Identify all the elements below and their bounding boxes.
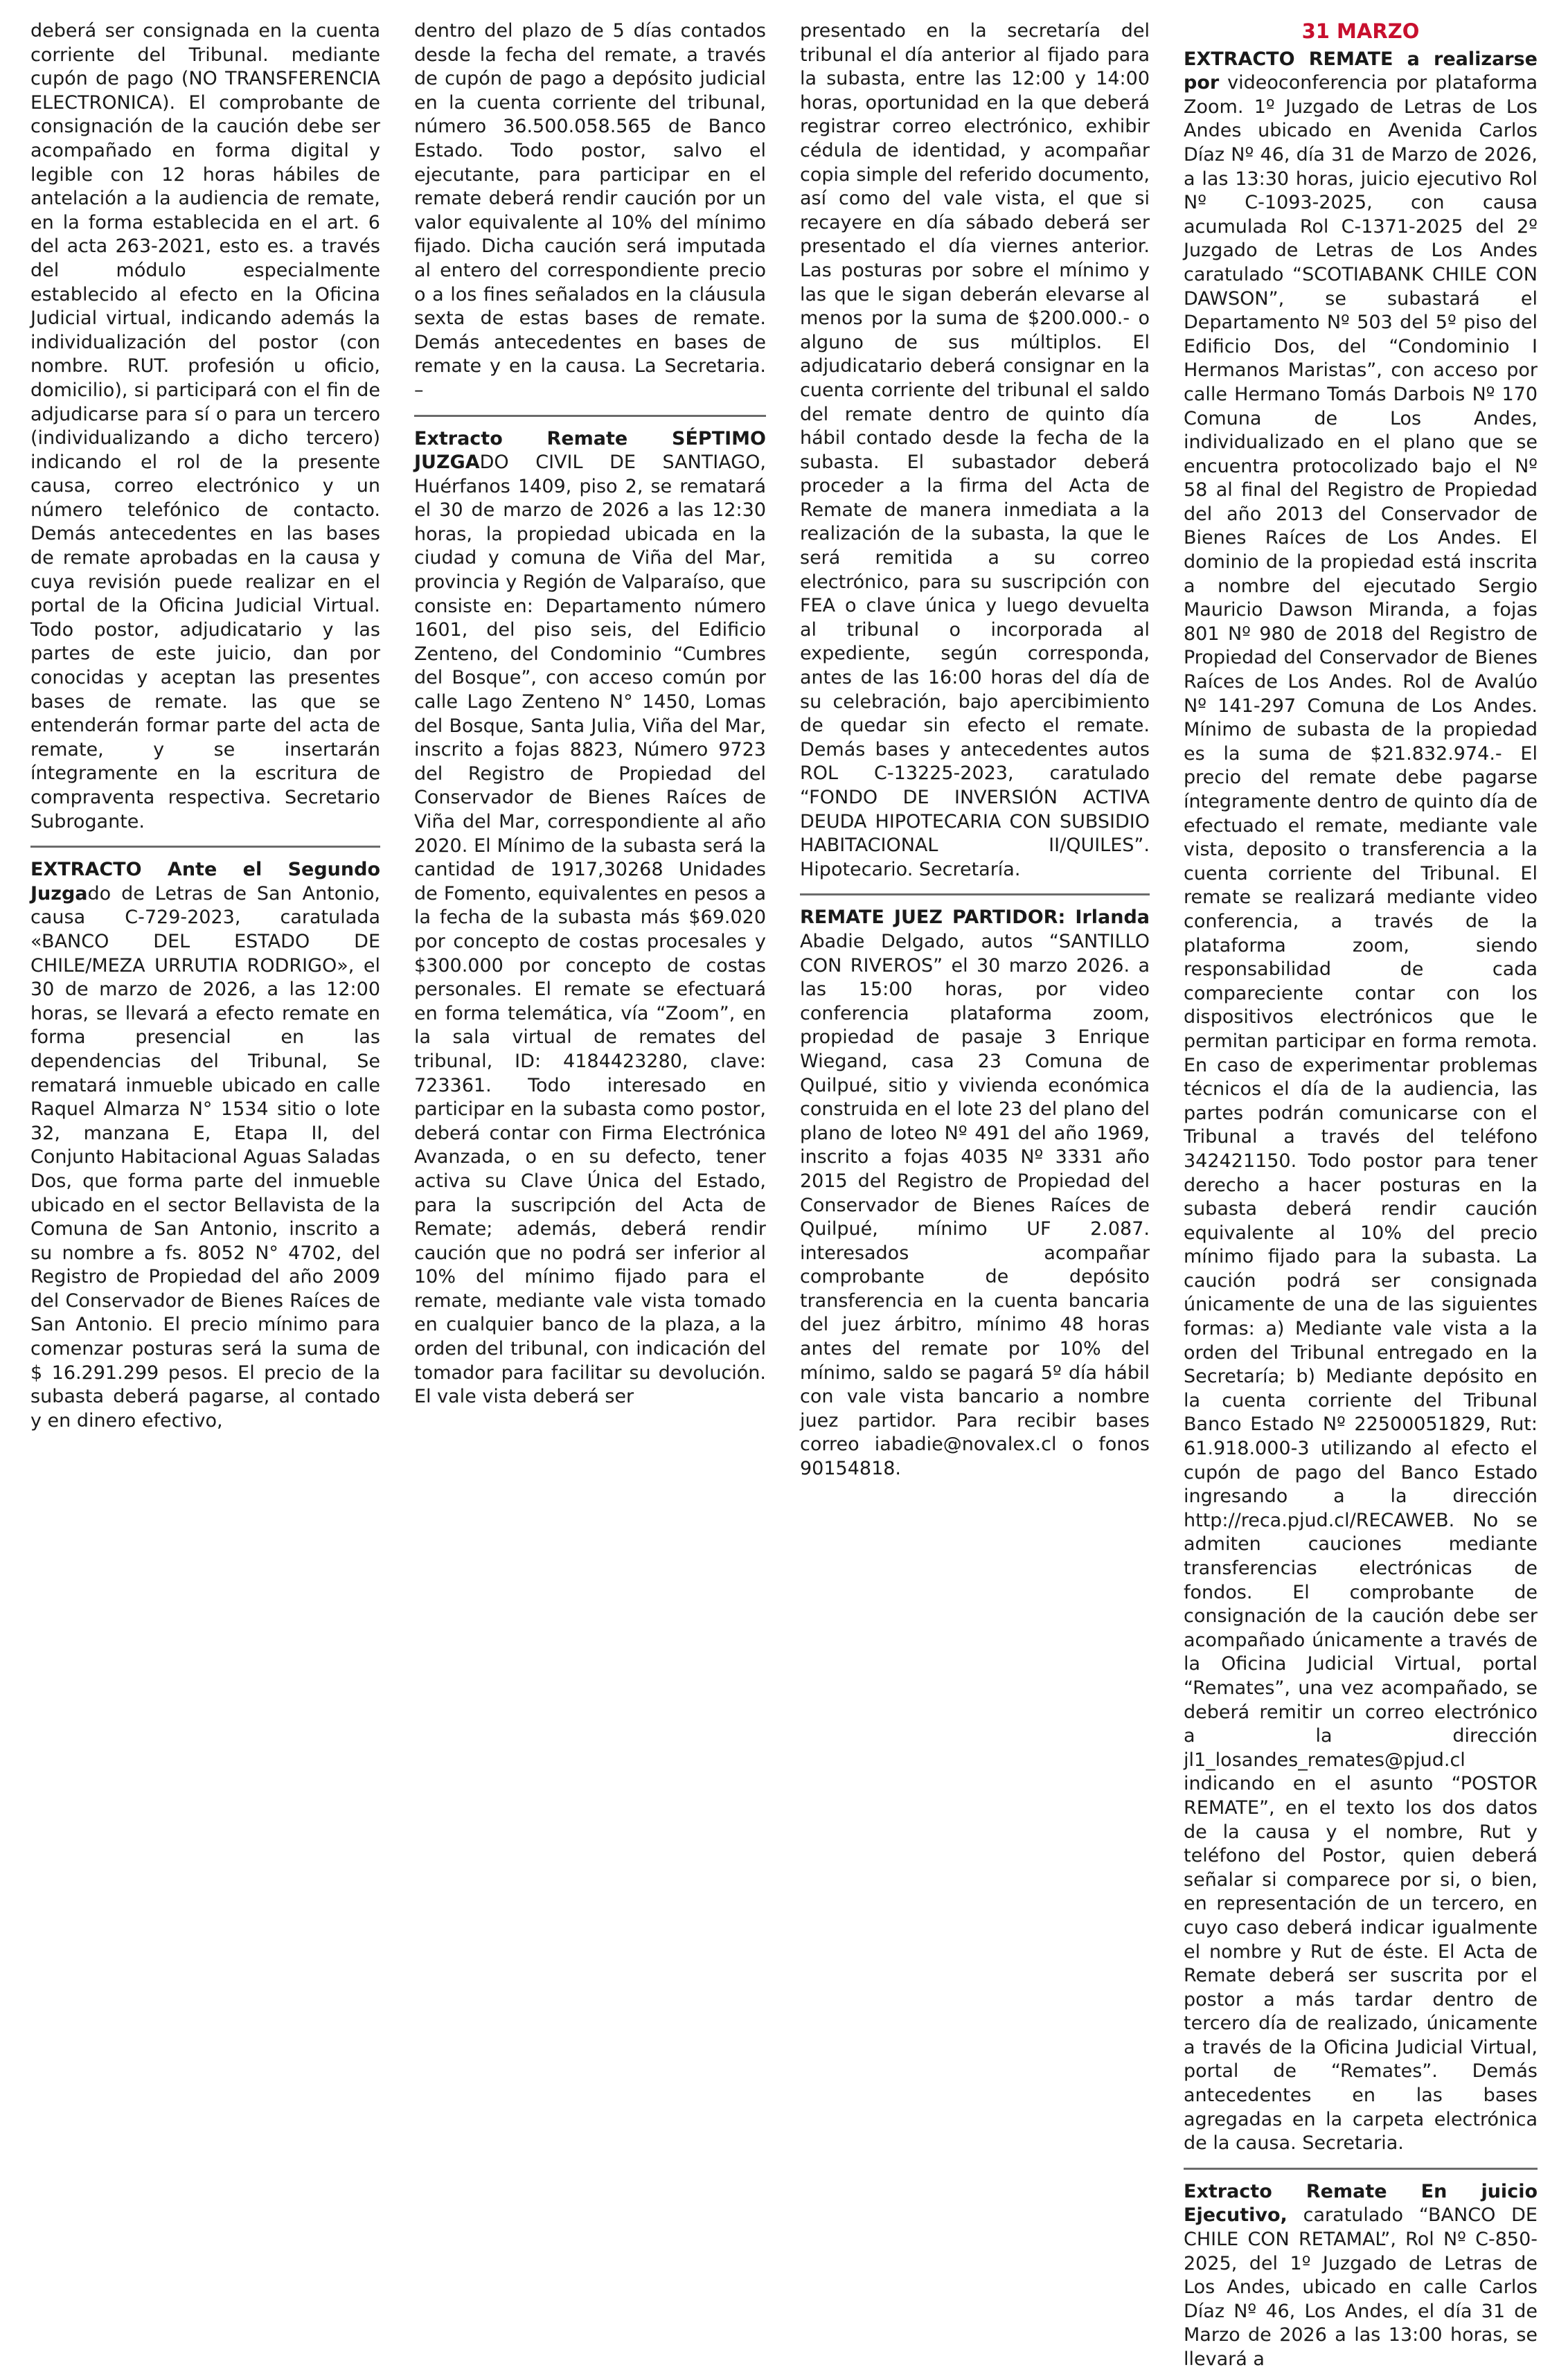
notice-lead: EXTRACTO Ante el Segundo Juzga: [30, 859, 380, 904]
notice: [800, 906, 1150, 1481]
notice-divider: [800, 893, 1150, 895]
notice-body: videoconferencia por plataforma Zoom. 1º Juzgado de Letras de Los Andes ubicado en Avenida Carlos Díaz Nº 46, día 31 de Marzo de 2026, a las 13:30 horas, juicio ejecutivo Rol Nº C-1093-2025, con causa acumulada Rol C-1371-2025 del 2º Juzgado de Letras de Los Andes caratulado “SCOTIABANK CHILE CON DAWSON”, se subastará el Departamento Nº 503 del 5º piso del Edificio Dos, del “Condominio I Hermanos Maristas”, con acceso por calle Hermano Tomás Darbois Nº 170 Comuna de Los Andes, individualizado en el plano que se encuentra protocolizado bajo el Nº 58 al final del Registro de Propiedad del año 2013 del Conservador de Bienes Raíces de Los Andes. El dominio de la propiedad está inscrita a nombre del ejecutado Sergio Mauricio Dawson Miranda, a fojas 801 Nº 980 de 2018 del Registro de Propiedad del Conservador de Bienes Raíces de Los Andes. Rol de Avalúo Nº 141-297 Comuna de Los Andes. Mínimo de subasta de la propiedad es la suma de $21.832.974.- El precio del remate debe pagarse íntegramente dentro de quinto día de efectuado el remate, mediante vale vista, deposito o transferencia a la cuenta corriente del Tribunal. El remate se realizará mediante video conferencia, a través de la plataforma zoom, siendo responsabilidad de cada compareciente contar con los dispositivos electrónicos que le permitan participar en forma remota. En caso de experimentar problemas técnicos el día de la audiencia, las partes podrán comunicarse con el Tribunal a través del teléfono 342421150. Todo postor para tener derecho a hacer posturas en la subasta deberá rendir caución equivalente al 10% del precio mínimo fijado para la subasta. La caución podrá ser consignada únicamente de una de las siguientes formas: a) Mediante vale vista a la orden del Tribunal entregado en la Secretaría; b) Mediante depósito en la cuenta corriente del Tribunal Banco Estado Nº 22500051829, Rut: 61.918.000-3 utilizando al efecto el cupón de pago del Banco Estado ingresando a la dirección http://reca.pjud.cl/RECAWEB. No se admiten cauciones mediante transferencias electrónicas de fondos. El comprobante de consignación de la caución debe ser acompañado únicamente a través de la Oficina Judicial Virtual, portal “Remates”, una vez acompañado, se deberá remitir un correo electrónico a la dirección jl1_losandes_remates@pjud.cl indicando en el asunto “POSTOR REMATE”, en el texto los dos datos de la causa y el nombre, Rut y teléfono del Postor, quien deberá señalar si comparece por si, o bien, en representación de un tercero, en cuyo caso deberá indicar igualmente el nombre y Rut de éste. El Acta de Remate deberá ser suscrita por el postor a más tardar dentro de tercero día de realizado, únicamente a través de la Oficina Judicial Virtual, portal de “Remates”. Demás antecedentes en las bases agregadas en la carpeta electrónica de la causa. Secretaria.: [1184, 72, 1538, 2155]
notice: [414, 427, 766, 1409]
notice-lead: Extracto Remate SÉPTIMO JUZGA: [414, 427, 766, 474]
notice-divider: [30, 846, 380, 848]
notice-divider: [414, 415, 766, 417]
notice: [1184, 2180, 1538, 2372]
column-2: [414, 19, 766, 1409]
notice: [1184, 48, 1538, 2156]
notice-continuation: presentado en la secretaría del tribunal el día anterior al fijado para la subasta, entre las 12:00 y 14:00 horas, oportunidad en la que deberá registrar correo electrónico, exhibir cédula de identidad, y acompañar copia simple del referido documento, así como del vale vista, el que si recayere en día sábado deberá ser presentado el día viernes anterior. Las posturas por sobre el mínimo y las que le sigan deberán elevarse al menos por la suma de $200.000.- o alguno de sus múltiplos. El adjudicatario deberá consignar en la cuenta corriente del tribunal el saldo del remate dentro de quinto día hábil contado desde la fecha de la subasta. El subastador deberá proceder a la firma del Acta de Remate de manera inmediata a la realización de la subasta, la que le será remitida a su correo electrónico, para su suscripción con FEA o clave única y luego devuelta al tribunal o incorporada al expediente, según corresponda, antes de las 16:00 horas del día de su celebración, bajo apercibimiento de quedar sin efecto el remate. Demás bases y antecedentes autos ROL C-13225-2023, caratulado “FONDO DE INVERSIÓN ACTIVA DEUDA HIPOTECARIA CON SUBSIDIO HABITACIONAL II/QUILES”. Hipotecario. Secretaría.: [800, 20, 1150, 880]
notice-body: do de Letras de San Antonio, causa C-729-2023, caratulada «BANCO DEL ESTADO DE CHILE/MEZA URRUTIA RODRIGO», el 30 de marzo de 2026, a las 12:00 horas, se llevará a efecto remate en forma presencial en las dependencias del Tribunal, Se rematará inmueble ubicado en calle Raquel Almarza N° 1534 sitio o lote 32, manzana E, Etapa II, del Conjunto Habitacional Aguas Saladas Dos, que forma parte del inmueble ubicado en el sector Bellavista de la Comuna de San Antonio, inscrito a su nombre a fs. 8052 N° 4702, del Registro de Propiedad del año 2009 del Conservador de Bienes Raíces de San Antonio. El precio mínimo para comenzar posturas será la suma de $ 16.291.299 pesos. El precio de la subasta deberá pagarse, al contado y en dinero efectivo,: [30, 882, 380, 1432]
column-3: [800, 19, 1150, 1481]
notice-lead: EXTRACTO REMATE a realizarse por: [1184, 48, 1538, 94]
notice-body: DO CIVIL DE SANTIAGO, Huérfanos 1409, piso 2, se rematará el 30 de marzo de 2026 a las 12:30 horas, la propiedad ubicada en la ciudad y comuna de Viña del Mar, provincia y Región de Valparaíso, que consiste en: Departamento número 1601, del piso seis, del Edificio Zenteno, del Condominio “Cumbres del Bosque”, con acceso común por calle Lago Zenteno N° 1450, Lomas del Bosque, Santa Julia, Viña del Mar, inscrito a fojas 8823, Número 9723 del Registro de Propiedad del Conservador de Bienes Raíces de Viña del Mar, correspondiente al año 2020. El Mínimo de la subasta será la cantidad de 1917,30268 Unidades de Fomento, equivalentes en pesos a la fecha de la subasta más $69.020 por concepto de costas procesales y $300.000 por concepto de costas personales. El remate se efectuará en forma telemática, vía “Zoom”, en la sala virtual de remates del tribunal, ID: 4184423280, clave: 723361. Todo interesado en participar en la subasta como postor, deberá contar con Firma Electrónica Avanzada, o en su defecto, tener activa su Clave Única del Estado, para la suscripción del Acta de Remate; además, deberá rendir caución que no podrá ser inferior al 10% del mínimo fijado para el remate, mediante vale vista tomado en cualquier banco de la plaza, a la orden del tribunal, con indicación del tomador para facilitar su devolución. El vale vista deberá ser: [414, 452, 767, 1408]
notice-lead: Extracto Remate En juicio Ejecutivo,: [1184, 2180, 1538, 2227]
column-1: [30, 19, 380, 1433]
column-4: [1184, 19, 1538, 2372]
notice-lead: REMATE JUEZ PARTIDOR: Irlanda: [800, 907, 1150, 929]
notice-continuation: deberá ser consignada en la cuenta corriente del Tribunal. mediante cupón de pago (NO TRANSFERENCIA ELECTRONICA). El comprobante de consignación de la caución debe ser acompañado en forma digital y legible con 12 horas hábiles de antelación a la audiencia de remate, en la forma establecida en el art. 6 del acta 263-2021, esto es. a través del módulo especialmente establecido al efecto en la Oficina Judicial virtual, indicando además la individualización del postor (con nombre. RUT. profesión u oficio, domicilio), si participará con el fin de adjudicarse para sí o para un tercero (individualizando a dicho tercero) indicando el rol de la presente causa, correo electrónico y un número telefónico de contacto. Demás antecedentes en las bases de remate aprobadas en la causa y cuya revisión puede realizar en el portal de la Oficina Judicial Virtual. Todo postor, adjudicatario y las partes de este juicio, dan por conocidas y aceptan las presentes bases de remate. las que se entenderán formar parte del acta de remate, y se insertarán íntegramente en la escritura de compraventa respectiva. Secretario Subrogante.: [30, 20, 380, 832]
date-header: 31 MARZO: [1301, 19, 1420, 43]
notice-body: caratulado “BANCO DE CHILE CON RETAMAL”, Rol Nº C-850-2025, del 1º Juzgado de Letras de Los Andes, ubicado en calle Carlos Díaz Nº 46, Los Andes, el día 31 de Marzo de 2026 a las 13:00 horas, se llevará a: [1184, 2204, 1538, 2370]
notice-continuation: dentro del plazo de 5 días contados desde la fecha del remate, a través de cupón de pago a depósito judicial en la cuenta corriente del tribunal, número 36.500.058.565 de Banco Estado. Todo postor, salvo el ejecutante, para participar en el remate deberá rendir caución por un valor equivalente al 10% del mínimo fijado. Dicha caución será imputada al entero del correspondiente precio o a los fines señalados en la cláusula sexta de estas bases de remate. Demás antecedentes en bases de remate y en la causa. La Secretaria. –: [414, 20, 766, 401]
notice-divider: [1184, 2168, 1538, 2170]
notice: [30, 858, 380, 1433]
notice-body: Abadie Delgado, autos “SANTILLO CON RIVEROS” el 30 marzo 2026. a las 15:00 horas, por video conferencia plataforma zoom, propiedad de pasaje 3 Enrique Wiegand, casa 23 Comuna de Quilpué, sitio y vivienda económica construida en el lote 23 del plano del plano de loteo Nº 491 del año 1969, inscrito a fojas 4035 Nº 3331 año 2015 del Registro de Propiedad del Conservador de Bienes Raíces de Quilpué, mínimo UF 2.087. interesados acompañar comprobante de depósito transferencia en la cuenta bancaria del juez árbitro, mínimo 48 horas antes del remate por 10% del mínimo, saldo se pagará 5º día hábil con vale vista bancario a nombre juez partidor. Para recibir bases correo iabadie@novalex.cl o fonos 90154818.: [800, 930, 1150, 1480]
